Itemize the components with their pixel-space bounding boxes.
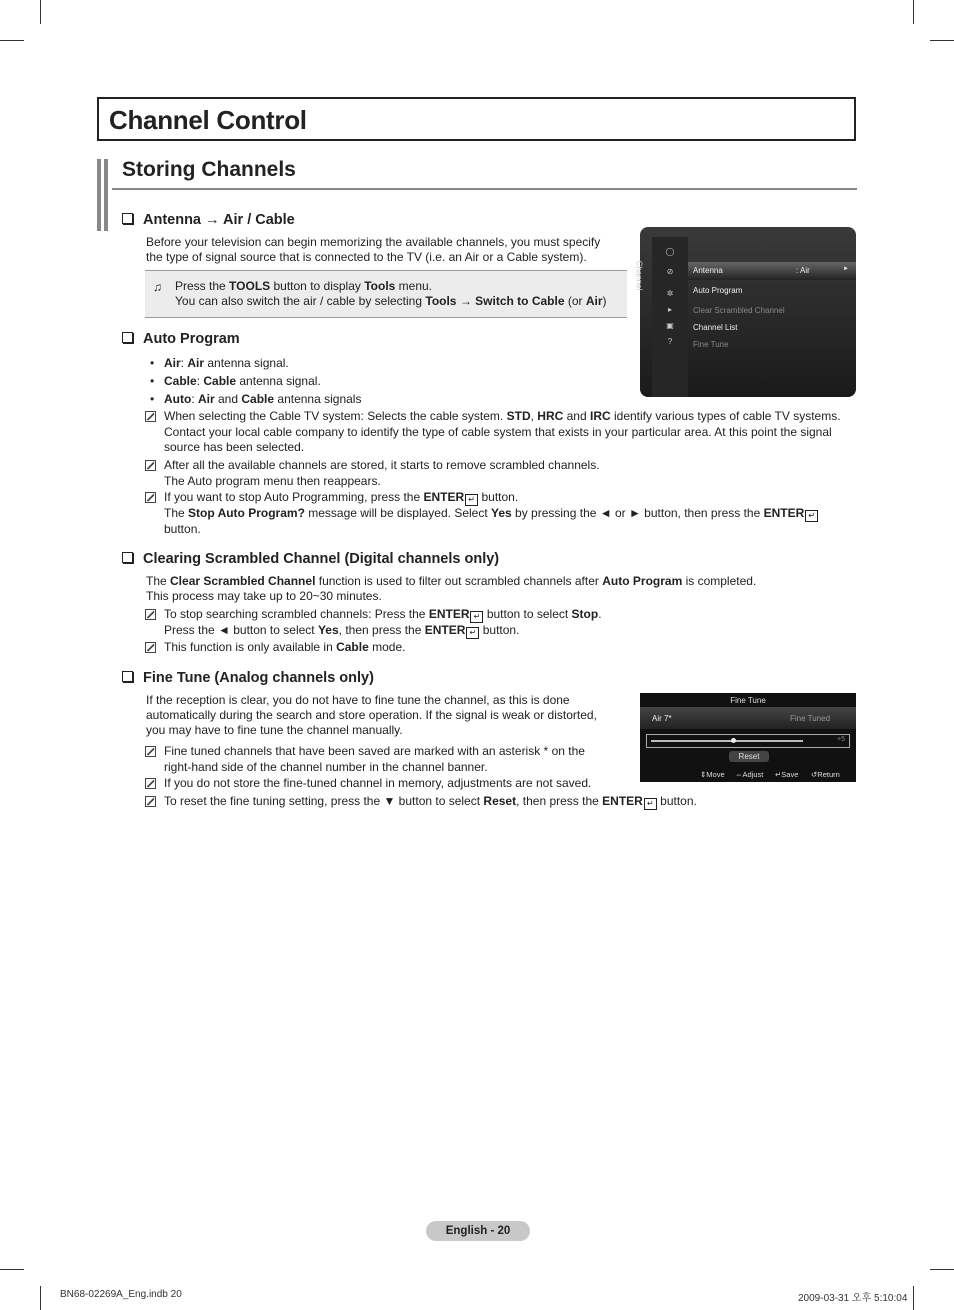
chapter-title: Channel Control bbox=[109, 105, 307, 135]
menu-sidebar bbox=[652, 237, 688, 397]
reset-button: Reset bbox=[729, 751, 769, 762]
footer-file: BN68-02269A_Eng.indb 20 bbox=[60, 1289, 182, 1300]
antenna-body: Before your television can begin memorizing the available channels, you must specify the type of signal source that is connected to the TV (i.e. an Air or a Cable system). bbox=[146, 235, 601, 264]
menu-side-label: Channel bbox=[634, 260, 644, 291]
menu-item-fine-tune: Fine Tune bbox=[693, 340, 729, 349]
crop-mark bbox=[40, 1286, 41, 1310]
section-title: Storing Channels bbox=[122, 158, 296, 181]
checkbox-icon bbox=[122, 671, 133, 682]
auto-program-heading: Auto Program bbox=[122, 331, 240, 347]
checkbox-icon bbox=[122, 213, 133, 224]
foot-save: ↵Save bbox=[775, 770, 799, 779]
chapter-title-box bbox=[97, 97, 856, 141]
crop-mark bbox=[0, 1269, 24, 1270]
fine-tune-row bbox=[640, 707, 856, 729]
menu-item-auto-program: Auto Program bbox=[693, 286, 743, 295]
crop-mark bbox=[930, 1269, 954, 1270]
enter-icon: ↵ bbox=[465, 494, 478, 506]
channel-icon: ⊘ bbox=[666, 267, 674, 276]
tools-note-text: Press the TOOLS button to display Tools menu. You can also switch the air / cable by selecting Tools → Switch to Cable (or Air) bbox=[175, 279, 607, 308]
note-icon bbox=[145, 642, 156, 653]
enter-icon: ↵ bbox=[644, 798, 657, 810]
clear-scrambled-body: The Clear Scrambled Channel function is used to filter out scrambled channels after Auto Program is completed. This process may take up to 20~30 minutes. bbox=[146, 574, 757, 603]
application-icon: ▣ bbox=[666, 321, 674, 330]
section-bar bbox=[104, 159, 108, 231]
menu-arrow-icon: ► bbox=[843, 266, 849, 272]
note-icon bbox=[145, 609, 156, 620]
foot-move: ⇕Move bbox=[700, 770, 725, 779]
fine-tune-channel: Air 7* bbox=[652, 714, 672, 723]
enter-icon: ↵ bbox=[470, 611, 483, 623]
fine-tune-slider bbox=[646, 734, 850, 748]
menu-item-clear-scrambled: Clear Scrambled Channel bbox=[693, 306, 785, 315]
foot-adjust: ⇔Adjust bbox=[735, 770, 764, 779]
tools-note-box bbox=[145, 270, 627, 318]
checkbox-icon bbox=[122, 332, 133, 343]
footer-date: 2009-03-31 오후 5:10:04 bbox=[798, 1293, 908, 1304]
enter-icon: ↵ bbox=[805, 510, 818, 522]
antenna-heading: Antenna → Air / Cable bbox=[122, 212, 295, 228]
fine-tune-status: Fine Tuned bbox=[790, 714, 831, 723]
fine-tune-screenshot bbox=[640, 693, 856, 782]
fine-tune-body: If the reception is clear, you do not have to fine tune the channel, as this is done automatically during the search and store operation. If the signal is weak or distorted, you may have to fine tune the channel manually. bbox=[146, 693, 597, 737]
note-icon bbox=[145, 492, 156, 503]
clear-scrambled-heading: Clearing Scrambled Channel (Digital channels only) bbox=[122, 551, 499, 567]
setup-icon: ✲ bbox=[666, 289, 674, 298]
slider-track bbox=[651, 740, 803, 742]
menu-item-antenna: Antenna bbox=[693, 266, 723, 275]
tools-icon: ♫ bbox=[153, 280, 162, 294]
note-icon bbox=[145, 411, 156, 422]
note-icon bbox=[145, 460, 156, 471]
note-icon bbox=[145, 746, 156, 757]
input-icon: ▸ bbox=[667, 305, 672, 314]
note-icon bbox=[145, 796, 156, 807]
checkbox-icon bbox=[122, 552, 133, 563]
enter-icon: ↵ bbox=[466, 627, 479, 639]
menu-item-channel-list: Channel List bbox=[693, 323, 738, 332]
slider-knob bbox=[731, 738, 736, 743]
crop-mark bbox=[913, 0, 914, 24]
note-icon bbox=[145, 778, 156, 789]
crop-mark bbox=[40, 0, 41, 24]
section-rule bbox=[112, 188, 857, 190]
channel-menu-screenshot bbox=[634, 227, 856, 397]
fine-tune-header: Fine Tune bbox=[730, 696, 766, 705]
menu-antenna-value: : Air bbox=[796, 266, 810, 275]
fine-tune-heading: Fine Tune (Analog channels only) bbox=[122, 670, 374, 686]
page-number: English - 20 bbox=[426, 1221, 530, 1241]
section-bar bbox=[97, 159, 101, 231]
support-icon: ? bbox=[667, 337, 673, 346]
picture-icon: ◯ bbox=[665, 247, 675, 256]
foot-return: ↺Return bbox=[811, 770, 840, 779]
crop-mark bbox=[0, 40, 24, 41]
slider-value: +5 bbox=[837, 736, 845, 743]
crop-mark bbox=[913, 1286, 914, 1310]
crop-mark bbox=[930, 40, 954, 41]
